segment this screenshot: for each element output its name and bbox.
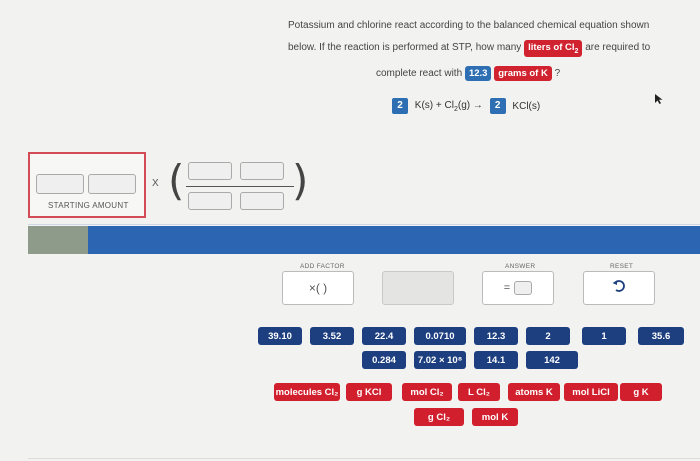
- answer-box[interactable]: [482, 271, 554, 305]
- fraction-bar: [186, 186, 294, 187]
- starting-unit-slot[interactable]: [88, 174, 136, 194]
- question-line-3: [376, 66, 560, 81]
- add-factor-text: ×( ): [308, 281, 328, 295]
- question-text-3: are required to: [585, 42, 651, 53]
- number-tile[interactable]: 2: [526, 327, 570, 345]
- factor-denominator-unit-slot[interactable]: [240, 192, 284, 210]
- question-text-1: Potassium and chlorine react according to the balanced chemical equation shown: [288, 20, 650, 31]
- number-tile[interactable]: 0.284: [362, 351, 406, 369]
- bottom-divider: [28, 458, 700, 459]
- number-tile[interactable]: 35.6: [638, 327, 684, 345]
- divider-line: [28, 224, 700, 225]
- reactants: $K(s) + Cl_2(g)$ →: [414, 99, 483, 113]
- factor-numerator-unit-slot[interactable]: [240, 162, 284, 180]
- question-text-2: below. If the reaction is performed at STP, how many: [288, 42, 522, 53]
- unit-tile[interactable]: mol Cl₂: [402, 383, 452, 401]
- given-unit-tag: grams of K: [494, 66, 552, 81]
- starting-value-slot[interactable]: [36, 174, 84, 194]
- chemical-equation: [392, 98, 544, 114]
- question-line-1: [288, 20, 649, 31]
- number-tile[interactable]: 3.52: [310, 327, 354, 345]
- reset-label: RESET: [610, 263, 634, 270]
- number-tile[interactable]: 7.02 × 10⁸: [414, 351, 466, 369]
- unit-tile[interactable]: g Cl₂: [414, 408, 464, 426]
- number-tile[interactable]: 1: [582, 327, 626, 345]
- unit-tile[interactable]: g K: [620, 383, 662, 401]
- question-line-2: [288, 40, 650, 57]
- unit-tile[interactable]: molecules Cl₂: [274, 383, 340, 401]
- answer-label: ANSWER: [505, 263, 536, 270]
- answer-equals: =: [503, 282, 511, 294]
- number-tile[interactable]: 14.1: [474, 351, 518, 369]
- unit-tile[interactable]: atoms K: [508, 383, 560, 401]
- unit-tile[interactable]: mol K: [472, 408, 518, 426]
- status-bar: [88, 226, 700, 254]
- left-paren: (: [168, 156, 185, 205]
- status-bar-left: [28, 226, 88, 254]
- mouse-pointer-icon: [654, 92, 664, 110]
- add-factor-label: ADD FACTOR: [300, 263, 345, 270]
- multiply-sign: X: [152, 178, 159, 189]
- question-panel: [0, 0, 700, 150]
- product: KCl(s): [512, 100, 541, 112]
- question-mark: ?: [554, 68, 561, 79]
- question-text-4: complete react with: [376, 68, 463, 79]
- number-tile[interactable]: 22.4: [362, 327, 406, 345]
- factor-denominator-value-slot[interactable]: [188, 192, 232, 210]
- given-value-tag: 12.3: [465, 66, 492, 81]
- starting-amount-box[interactable]: [28, 152, 146, 218]
- factor-numerator-value-slot[interactable]: [188, 162, 232, 180]
- unit-tile[interactable]: mol LiCl: [564, 383, 618, 401]
- number-tile[interactable]: 12.3: [474, 327, 518, 345]
- answer-slot[interactable]: [514, 281, 532, 295]
- answer-preview-box: [382, 271, 454, 305]
- target-unit-tag: liters of $Cl_2$: [524, 40, 582, 57]
- add-factor-button[interactable]: [282, 271, 354, 305]
- starting-amount-label: STARTING AMOUNT: [48, 201, 129, 210]
- number-tile[interactable]: 39.10: [258, 327, 302, 345]
- reset-button[interactable]: [583, 271, 655, 305]
- unit-tile[interactable]: g KCl: [346, 383, 392, 401]
- coefficient-left: 2: [392, 98, 408, 114]
- right-paren: ): [292, 156, 309, 205]
- number-tile[interactable]: 0.0710: [414, 327, 466, 345]
- unit-tile[interactable]: L Cl₂: [458, 383, 500, 401]
- undo-icon: [611, 278, 627, 299]
- number-tile[interactable]: 142: [526, 351, 578, 369]
- coefficient-right: 2: [490, 98, 506, 114]
